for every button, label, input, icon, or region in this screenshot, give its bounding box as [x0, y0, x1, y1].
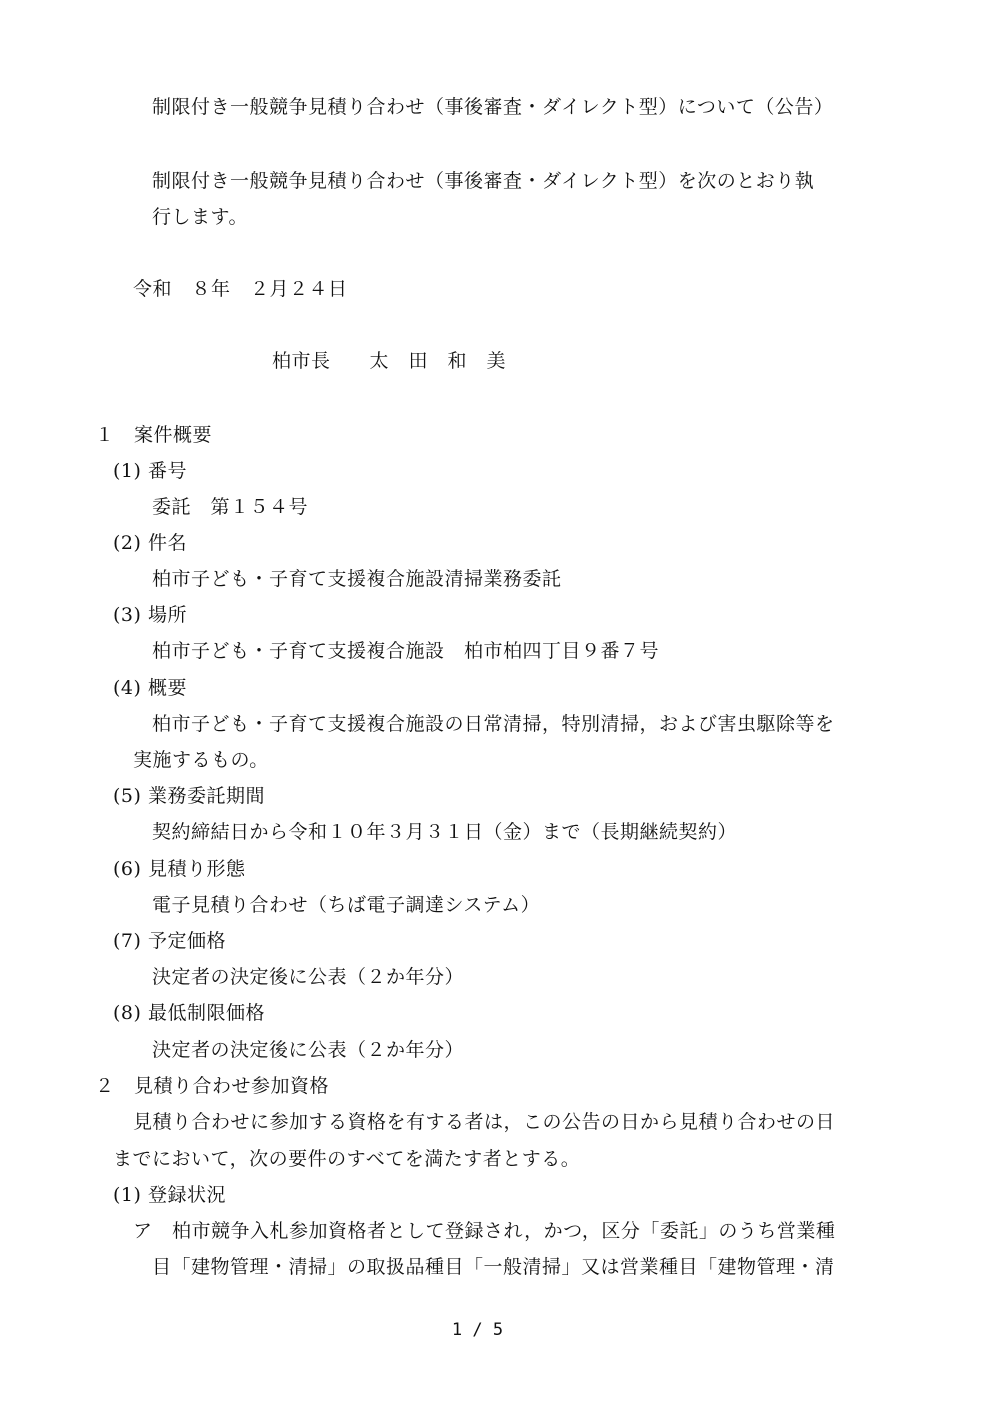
item-6-content: 電子見積り合わせ（ちば電子調達システム） [152, 894, 541, 916]
item-4-content-line-2: 実施するもの。 [133, 749, 269, 771]
section-2-heading: ２ 見積り合わせ参加資格 [95, 1075, 330, 1097]
notice-date: 令和 ８年 ２月２４日 [133, 278, 348, 300]
item-5-label: (5) 業務委託期間 [113, 785, 265, 807]
item-7-content: 決定者の決定後に公表（２か年分） [152, 966, 465, 988]
item-7-label: (7) 予定価格 [113, 930, 226, 952]
item-3-content: 柏市子ども・子育て支援複合施設 柏市柏四丁目９番７号 [152, 640, 660, 662]
item-a-line-1: ア 柏市競争入札参加資格者として登録され，かつ，区分「委託」のうち営業種 [133, 1220, 836, 1242]
item-5-content: 契約締結日から令和１０年３月３１日（金）まで（長期継続契約） [152, 821, 738, 843]
item-a-line-2: 目「建物管理・清掃」の取扱品種目「一般清掃」又は営業種目「建物管理・清 [152, 1256, 835, 1278]
intro-line-1: 制限付き一般競争見積り合わせ（事後審査・ダイレクト型）を次のとおり執 [152, 170, 815, 192]
section-2-para-line-1: 見積り合わせに参加する資格を有する者は，この公告の日から見積り合わせの日 [133, 1111, 836, 1133]
section-1-heading: １ 案件概要 [95, 424, 213, 446]
item-2-content: 柏市子ども・子育て支援複合施設清掃業務委託 [152, 568, 562, 590]
item-8-content: 決定者の決定後に公表（２か年分） [152, 1039, 465, 1061]
item-1-content: 委託 第１５４号 [152, 496, 309, 518]
item-1-label: (1) 番号 [113, 460, 187, 482]
item-4-content-line-1: 柏市子ども・子育て支援複合施設の日常清掃，特別清掃，および害虫駆除等を [152, 713, 835, 735]
sub-item-1-label: (1) 登録状況 [113, 1184, 226, 1206]
item-6-label: (6) 見積り形態 [113, 858, 246, 880]
notice-title: 制限付き一般競争見積り合わせ（事後審査・ダイレクト型）について（公告） [152, 96, 834, 118]
intro-line-2: 行します。 [152, 206, 248, 228]
item-3-label: (3) 場所 [113, 604, 187, 626]
issuer-name: 柏市長 太 田 和 美 [272, 350, 507, 372]
item-8-label: (8) 最低制限価格 [113, 1002, 265, 1024]
item-4-label: (4) 概要 [113, 677, 187, 699]
section-2-para-line-2: までにおいて，次の要件のすべてを満たす者とする。 [113, 1148, 581, 1170]
item-2-label: (2) 件名 [113, 532, 187, 554]
page-number: 1 / 5 [451, 1320, 504, 1340]
